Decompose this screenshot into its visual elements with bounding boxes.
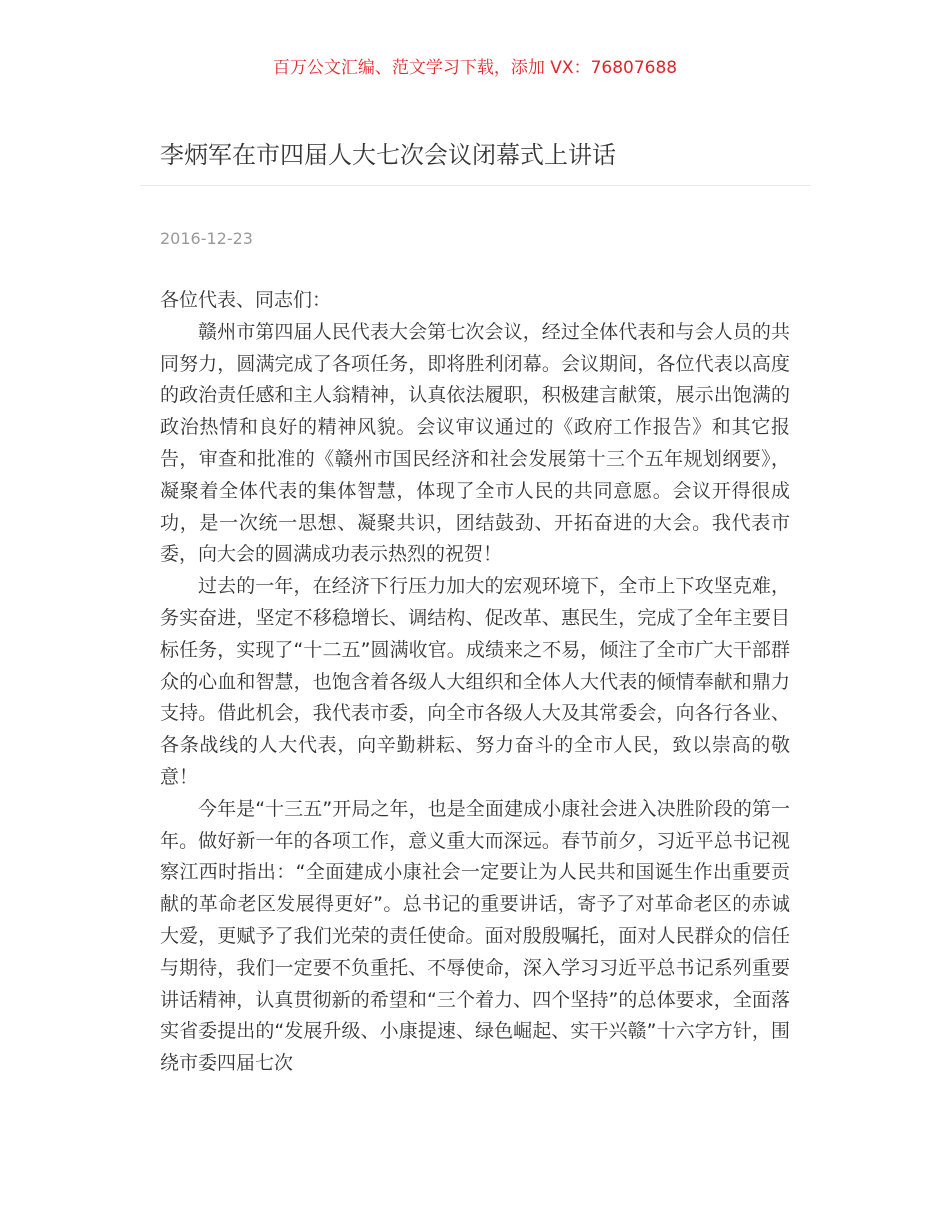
paragraph-3: 今年是“十三五”开局之年，也是全面建成小康社会进入决胜阶段的第一年。做好新一年的各项工作，意义重大而深远。春节前夕，习近平总书记视察江西时指出：“全面建成小康社会一定要让为人民共和国诞生作出重要贡献的革命老区发展得更好”。总书记的重要讲话，寄予了对革命老区的赤诚大爱，更赋予了我们光荣的责任使命。面对殷殷嘱托，面对人民群众的信任与期待，我们一定要不负重托、不辱使命，深入学习习近平总书记系列重要讲话精神，认真贯彻新的希望和“三个着力、四个坚持”的总体要求，全面落实省委提出的“发展升级、小康提速、绿色崛起、实干兴赣”十六字方针，围绕市委四届七次	[160, 797, 790, 1075]
publish-date: 2016-12-23	[160, 229, 253, 248]
article-title: 李炳军在市四届人大七次会议闭幕式上讲话	[160, 141, 616, 169]
salutation: 各位代表、同志们：	[160, 289, 332, 311]
title-divider	[140, 185, 810, 186]
article-body	[160, 285, 790, 1080]
paragraph-2: 过去的一年，在经济下行压力加大的宏观环境下，全市上下攻坚克难，务实奋进，坚定不移稳增长、调结构、促改革、惠民生，完成了全年主要目标任务，实现了“十二五”圆满收官。成绩来之不易，倾注了全市广大干部群众的心血和智慧，也饱含着各级人大组织和全体人大代表的倾情奉献和鼎力支持。借此机会，我代表市委，向全市各级人大及其常委会，向各行各业、各条战线的人大代表，向辛勤耕耘、努力奋斗的全市人民，致以崇高的敬意！	[160, 575, 790, 788]
promo-banner: 百万公文汇编、范文学习下载，添加 VX：76807688	[272, 58, 678, 78]
paragraph-1: 赣州市第四届人民代表大会第七次会议，经过全体代表和与会人员的共同努力，圆满完成了各项任务，即将胜利闭幕。会议期间，各位代表以高度的政治责任感和主人翁精神，认真依法履职，积极建言献策，展示出饱满的政治热情和良好的精神风貌。会议审议通过的《政府工作报告》和其它报告，审查和批准的《赣州市国民经济和社会发展第十三个五年规划纲要》，凝聚着全体代表的集体智慧，体现了全市人民的共同意愿。会议开得很成功，是一次统一思想、凝聚共识，团结鼓劲、开拓奋进的大会。我代表市委，向大会的圆满成功表示热烈的祝贺！	[160, 320, 790, 566]
